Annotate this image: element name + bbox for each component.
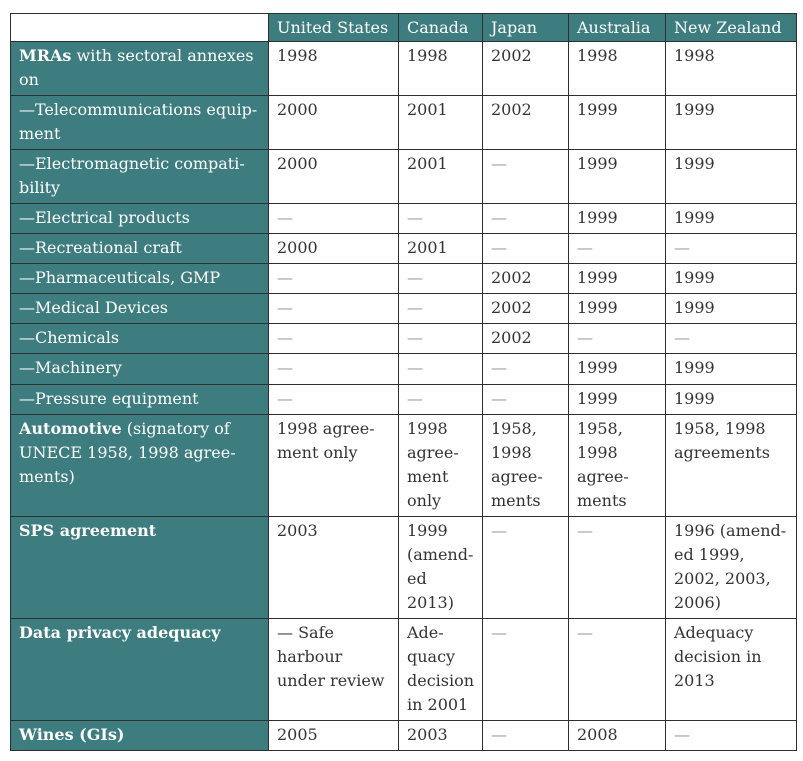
table-cell xyxy=(666,42,797,96)
table-row xyxy=(11,354,797,385)
table-row xyxy=(11,721,797,751)
table-cell xyxy=(569,234,666,264)
cell-value: 2000 xyxy=(277,100,318,119)
cell-value: 2005 xyxy=(277,725,318,744)
cell-value: — xyxy=(407,268,423,287)
table-cell xyxy=(399,264,483,294)
table-cell xyxy=(269,96,399,150)
row-header xyxy=(11,96,269,150)
header-row xyxy=(11,14,797,42)
table-cell xyxy=(269,385,399,415)
table-row xyxy=(11,294,797,324)
cell-value: — xyxy=(577,328,593,347)
table-cell xyxy=(569,354,666,385)
cell-value: 1999 xyxy=(577,268,618,287)
row-header-label: —Chemicals xyxy=(19,328,120,347)
table-cell xyxy=(399,517,483,619)
cell-value: — xyxy=(491,623,507,642)
cell-value: 1998 xyxy=(277,46,318,65)
table-cell xyxy=(269,264,399,294)
table-cell xyxy=(269,324,399,354)
table-cell xyxy=(269,42,399,96)
column-header: New Zealand xyxy=(666,14,797,42)
table-cell xyxy=(269,619,399,721)
row-header-label: —Electromagnetic compati-bility xyxy=(19,154,245,197)
table-cell xyxy=(483,96,569,150)
cell-value: — xyxy=(277,208,293,227)
table-cell xyxy=(269,517,399,619)
row-header-label: (signatory of UNECE 1958, 1998 agree-ments) xyxy=(19,419,236,486)
row-header xyxy=(11,721,269,751)
row-header-bold-label: Automotive xyxy=(19,419,122,438)
cell-value: — xyxy=(407,389,423,408)
cell-value: — Safe harbour under review xyxy=(277,623,385,690)
table-cell xyxy=(666,234,797,264)
table-cell xyxy=(269,721,399,751)
cell-value: 1958, 1998 agreements xyxy=(674,419,770,462)
row-header-label: —Pharmaceuticals, GMP xyxy=(19,268,221,287)
row-header xyxy=(11,42,269,96)
table-cell xyxy=(569,294,666,324)
cell-value: — xyxy=(277,268,293,287)
row-header-label: —Recreational craft xyxy=(19,238,182,257)
row-header-label: with sectoral annexes on xyxy=(19,46,254,89)
cell-value: 2000 xyxy=(277,238,318,257)
cell-value: — xyxy=(674,328,690,347)
cell-value: 1999 xyxy=(674,154,715,173)
cell-value: — xyxy=(277,389,293,408)
row-header xyxy=(11,150,269,204)
cell-value: — xyxy=(277,358,293,377)
cell-value: 2003 xyxy=(407,725,448,744)
corner-cell xyxy=(11,14,269,42)
table-cell xyxy=(666,264,797,294)
cell-value: 2002 xyxy=(491,100,532,119)
table-cell xyxy=(483,204,569,234)
table-cell xyxy=(483,42,569,96)
cell-value: — xyxy=(407,358,423,377)
cell-value: 2002 xyxy=(491,46,532,65)
table-cell xyxy=(399,42,483,96)
row-header xyxy=(11,294,269,324)
table-cell xyxy=(666,721,797,751)
table-cell xyxy=(569,204,666,234)
cell-value: 1999 xyxy=(577,389,618,408)
table-cell xyxy=(666,415,797,517)
cell-value: Ade-quacy decision in 2001 xyxy=(407,623,475,714)
table-row xyxy=(11,619,797,721)
table-cell xyxy=(399,385,483,415)
table-row xyxy=(11,42,797,96)
table-cell xyxy=(269,294,399,324)
column-header: United States xyxy=(269,14,399,42)
table-cell xyxy=(569,415,666,517)
table-cell xyxy=(399,150,483,204)
table-cell xyxy=(483,354,569,385)
row-header xyxy=(11,619,269,721)
table-cell xyxy=(569,264,666,294)
cell-value: 1998 agree-ment only xyxy=(277,419,375,462)
table-cell xyxy=(666,517,797,619)
table-cell xyxy=(269,150,399,204)
row-header-bold-label: MRAs xyxy=(19,46,72,65)
cell-value: — xyxy=(491,521,507,540)
cell-value: 1998 agree-ment only xyxy=(407,419,459,510)
table-cell xyxy=(483,619,569,721)
cell-value: — xyxy=(491,238,507,257)
cell-value: 1999 xyxy=(577,298,618,317)
agreements-table-wrapper xyxy=(10,13,797,751)
table-cell xyxy=(569,96,666,150)
table-row xyxy=(11,204,797,234)
row-header xyxy=(11,415,269,517)
row-header xyxy=(11,264,269,294)
cell-value: — xyxy=(491,725,507,744)
cell-value: 1999 xyxy=(577,100,618,119)
cell-value: 1999 xyxy=(577,154,618,173)
cell-value: — xyxy=(407,298,423,317)
table-cell xyxy=(399,721,483,751)
table-cell xyxy=(399,234,483,264)
row-header xyxy=(11,204,269,234)
table-cell xyxy=(483,517,569,619)
cell-value: 1999 xyxy=(674,298,715,317)
row-header-label: —Medical Devices xyxy=(19,298,169,317)
cell-value: Adequacy decision in 2013 xyxy=(674,623,762,690)
cell-value: 1999 xyxy=(674,100,715,119)
table-cell xyxy=(399,324,483,354)
table-cell xyxy=(483,150,569,204)
table-cell xyxy=(399,619,483,721)
table-cell xyxy=(483,385,569,415)
cell-value: — xyxy=(491,358,507,377)
table-cell xyxy=(666,385,797,415)
table-cell xyxy=(483,264,569,294)
table-row xyxy=(11,324,797,354)
table-cell xyxy=(269,354,399,385)
table-row xyxy=(11,234,797,264)
table-row xyxy=(11,415,797,517)
cell-value: 2001 xyxy=(407,100,448,119)
table-cell xyxy=(399,96,483,150)
cell-value: 2001 xyxy=(407,154,448,173)
table-cell xyxy=(666,619,797,721)
table-cell xyxy=(569,721,666,751)
cell-value: 1999 xyxy=(674,389,715,408)
cell-value: 2008 xyxy=(577,725,618,744)
table-cell xyxy=(569,42,666,96)
cell-value: — xyxy=(491,154,507,173)
row-header xyxy=(11,234,269,264)
cell-value: 2002 xyxy=(491,298,532,317)
row-header xyxy=(11,354,269,385)
row-header-bold-label: SPS agreement xyxy=(19,521,157,540)
cell-value: — xyxy=(277,298,293,317)
table-cell xyxy=(569,324,666,354)
table-cell xyxy=(666,96,797,150)
row-header xyxy=(11,324,269,354)
table-row xyxy=(11,264,797,294)
row-header xyxy=(11,517,269,619)
cell-value: — xyxy=(577,623,593,642)
row-header-bold-label: Wines (GIs) xyxy=(19,725,125,744)
cell-value: 1998 xyxy=(577,46,618,65)
table-cell xyxy=(666,150,797,204)
table-cell xyxy=(569,517,666,619)
row-header-label: —Machinery xyxy=(19,358,122,377)
table-cell xyxy=(569,619,666,721)
table-cell xyxy=(666,294,797,324)
row-header-bold-label: Data privacy adequacy xyxy=(19,623,221,642)
table-cell xyxy=(399,415,483,517)
table-cell xyxy=(269,234,399,264)
cell-value: 1999 xyxy=(674,268,715,287)
row-header xyxy=(11,385,269,415)
table-cell xyxy=(483,234,569,264)
cell-value: 1999 xyxy=(577,358,618,377)
cell-value: 2002 xyxy=(491,268,532,287)
table-cell xyxy=(483,415,569,517)
table-cell xyxy=(269,204,399,234)
table-cell xyxy=(269,415,399,517)
cell-value: 1999 xyxy=(674,208,715,227)
cell-value: 1958, 1998 agree-ments xyxy=(577,419,629,510)
table-cell xyxy=(666,204,797,234)
table-row xyxy=(11,517,797,619)
cell-value: 2002 xyxy=(491,328,532,347)
column-header: Japan xyxy=(483,14,569,42)
cell-value: — xyxy=(277,328,293,347)
table-row xyxy=(11,385,797,415)
cell-value: — xyxy=(491,208,507,227)
cell-value: 1998 xyxy=(407,46,448,65)
table-cell xyxy=(483,324,569,354)
column-header: Canada xyxy=(399,14,483,42)
cell-value: 1958, 1998 agree-ments xyxy=(491,419,543,510)
row-header-label: —Pressure equipment xyxy=(19,389,199,408)
table-cell xyxy=(399,294,483,324)
table-cell xyxy=(666,324,797,354)
cell-value: — xyxy=(577,521,593,540)
cell-value: — xyxy=(407,328,423,347)
table-body xyxy=(11,42,797,751)
table-cell xyxy=(569,385,666,415)
cell-value: — xyxy=(577,238,593,257)
cell-value: 1999 xyxy=(674,358,715,377)
cell-value: — xyxy=(491,389,507,408)
agreements-table xyxy=(10,13,797,751)
cell-value: 2001 xyxy=(407,238,448,257)
cell-value: — xyxy=(674,725,690,744)
table-cell xyxy=(399,354,483,385)
row-header-label: —Telecommunications equip-ment xyxy=(19,100,258,143)
cell-value: 1996 (amend-ed 1999, 2002, 2003, 2006) xyxy=(674,521,787,612)
cell-value: 1999 (amend-ed 2013) xyxy=(407,521,474,612)
row-header-label: —Electrical products xyxy=(19,208,190,227)
table-cell xyxy=(483,294,569,324)
table-cell xyxy=(483,721,569,751)
column-header: Australia xyxy=(569,14,666,42)
cell-value: 2000 xyxy=(277,154,318,173)
cell-value: — xyxy=(674,238,690,257)
cell-value: 1998 xyxy=(674,46,715,65)
table-cell xyxy=(399,204,483,234)
table-cell xyxy=(666,354,797,385)
table-row xyxy=(11,150,797,204)
cell-value: — xyxy=(407,208,423,227)
table-row xyxy=(11,96,797,150)
cell-value: 1999 xyxy=(577,208,618,227)
cell-value: 2003 xyxy=(277,521,318,540)
table-cell xyxy=(569,150,666,204)
